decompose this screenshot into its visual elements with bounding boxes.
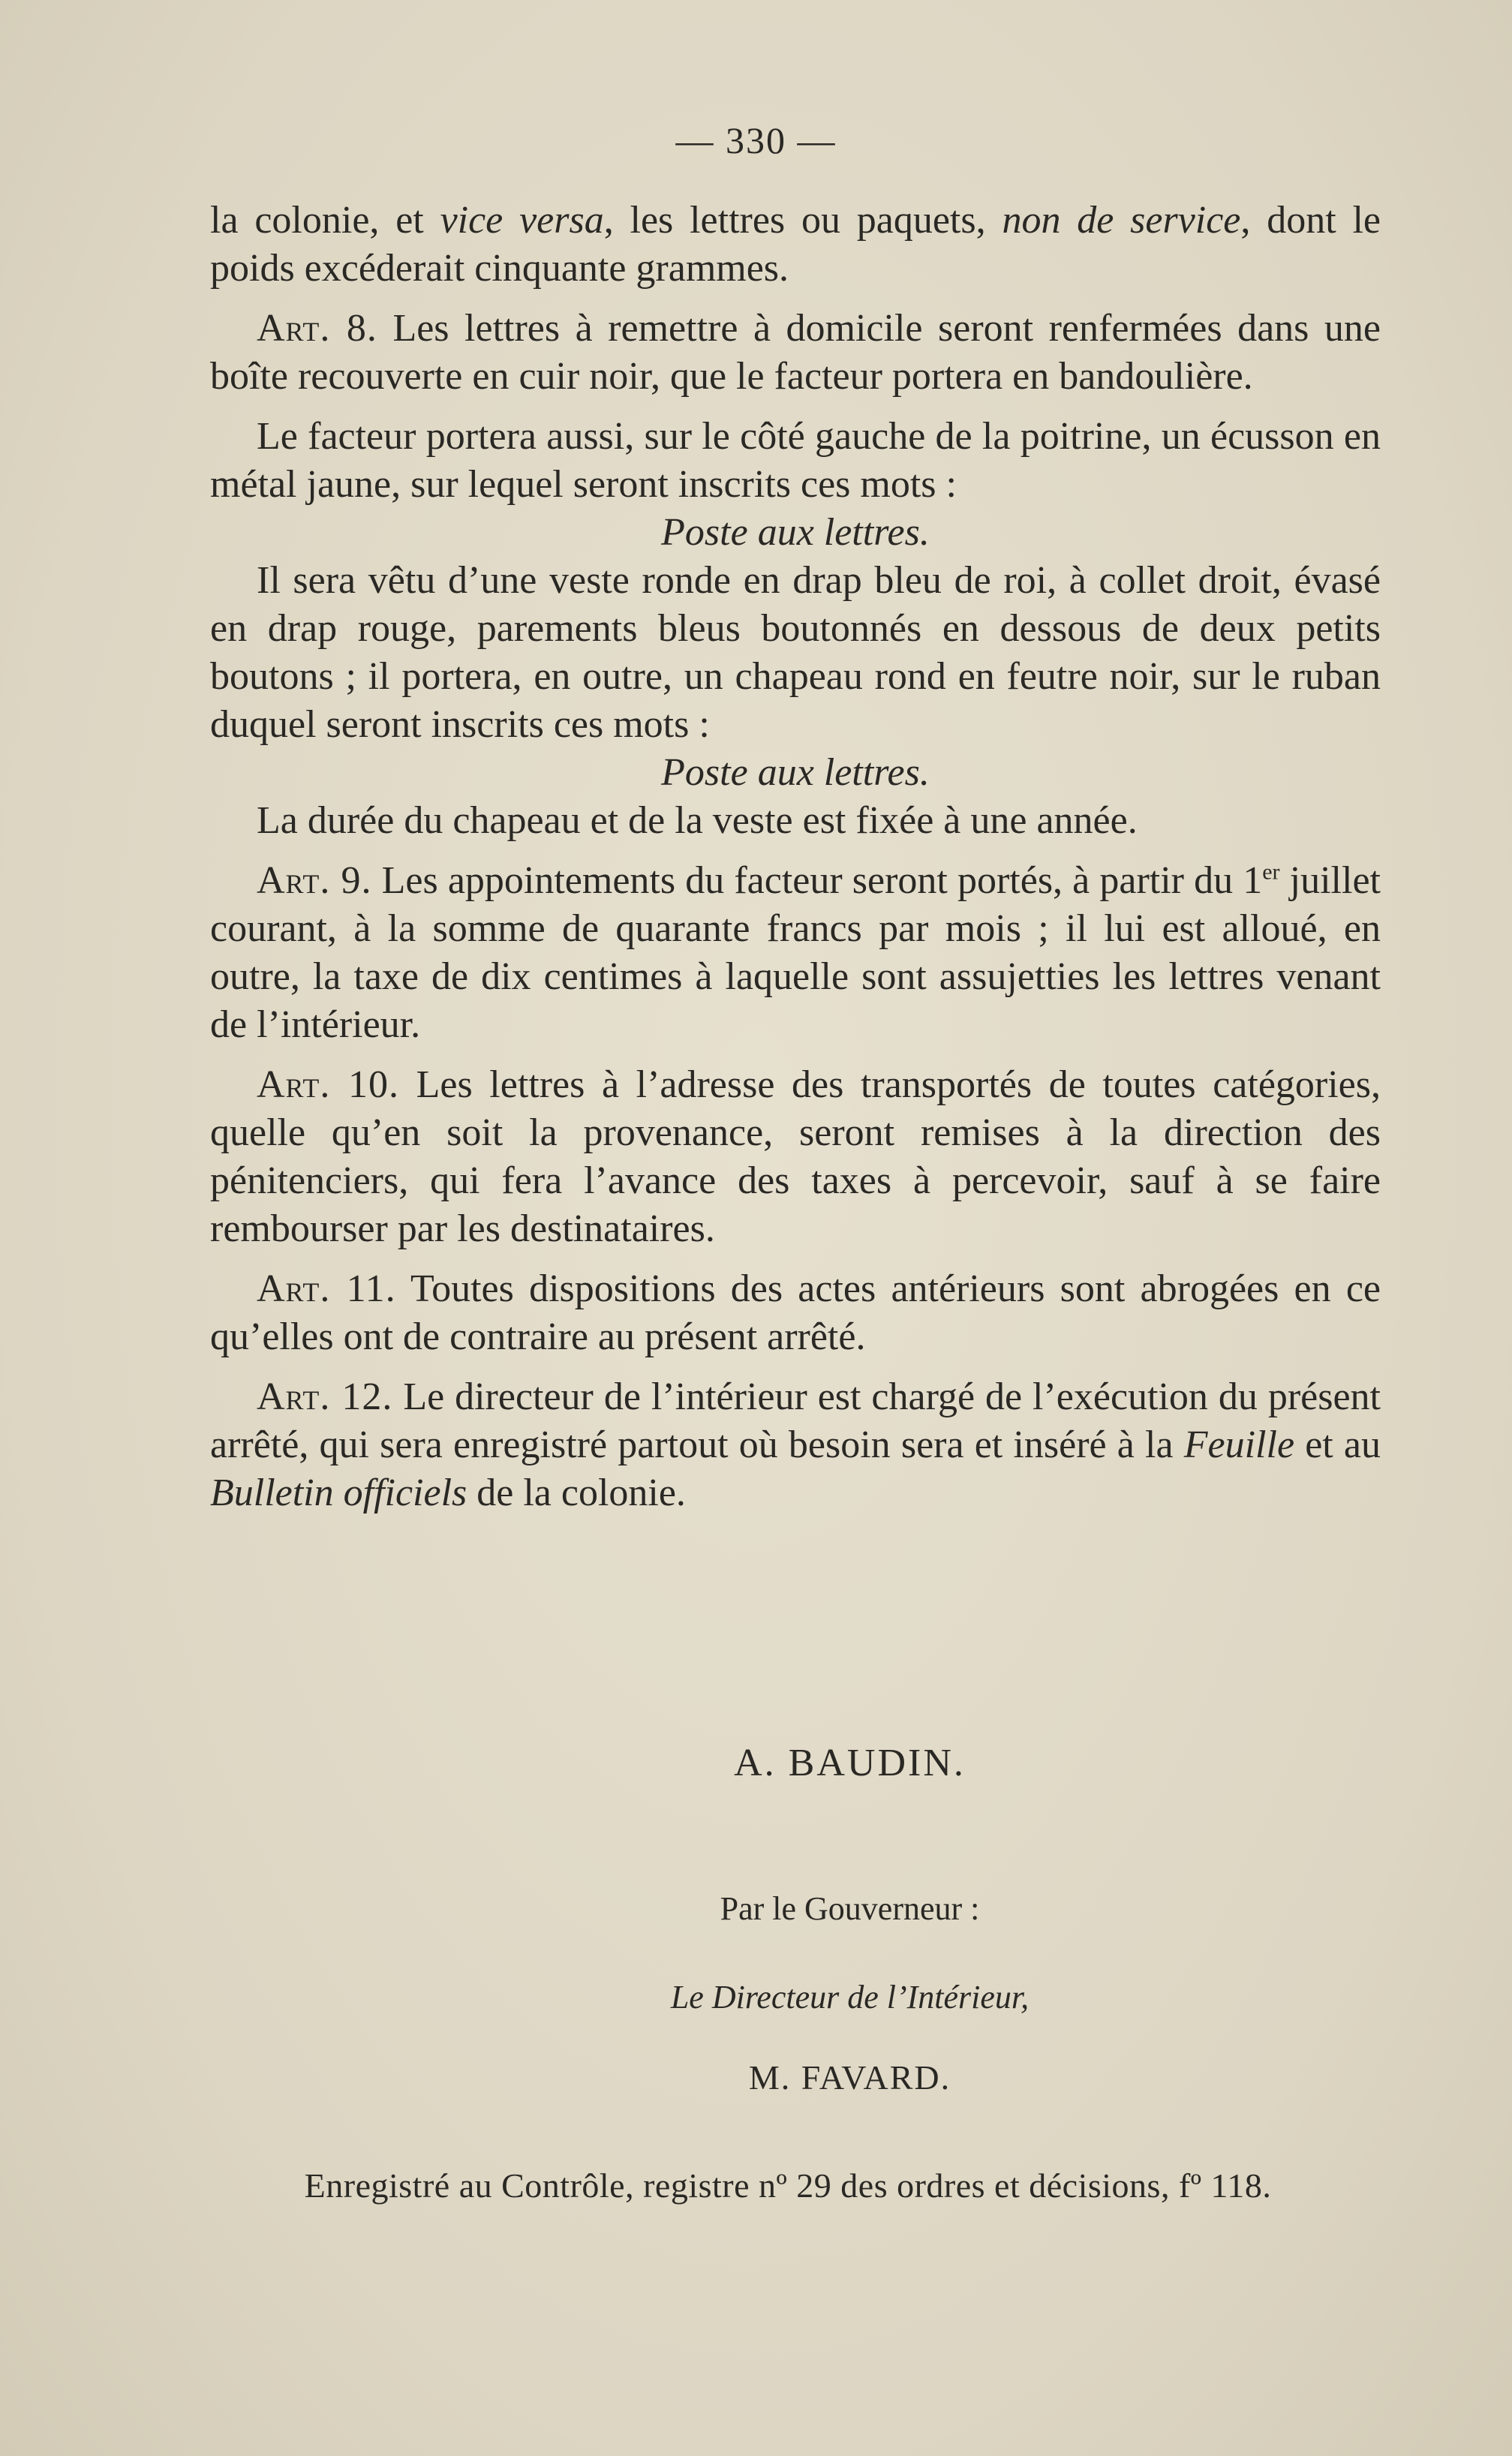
article-11-paragraph: [210, 1265, 1381, 1361]
continuation-text-1: la colonie, et: [210, 199, 440, 242]
article-9-text-2: juillet courant, à la somme de quarante francs par mois ; il lui est alloué, en outre, la taxe de dix centimes à laquelle sont assujetties les lettres venant de l’intérieur.: [210, 859, 1381, 1046]
document-body: [210, 197, 1381, 1517]
article-10-label: Art. 10.: [257, 1063, 399, 1106]
ordinal-superscript: er: [1262, 859, 1280, 885]
vice-versa-italic: vice versa: [440, 199, 604, 242]
article-12-text-2: et au: [1294, 1423, 1381, 1466]
page-number: — 330 —: [675, 119, 837, 161]
non-de-service-italic: non de service: [1002, 199, 1241, 242]
article-12-text-3: de la colonie.: [467, 1471, 686, 1514]
article-8-paragraph: [210, 305, 1381, 401]
article-8-duration-paragraph: La durée du chapeau et de la veste est fixée à une année.: [257, 799, 1138, 842]
bulletin-officiels-italic: Bulletin officiels: [210, 1471, 467, 1514]
article-11-label: Art. 11.: [257, 1267, 396, 1310]
article-10-paragraph: [210, 1061, 1381, 1253]
article-12-text-1: Le directeur de l’intérieur est chargé de l’exécution du présent arrêté, qui sera enregistré partout où besoin sera et inséré à la: [210, 1375, 1381, 1466]
par-le-gouverneur: Par le Gouverneur :: [720, 1890, 980, 1927]
article-8-ecusson-paragraph: Le facteur portera aussi, sur le côté gauche de la poitrine, un écusson en métal jaune, sur lequel seront inscrits ces mots :: [210, 415, 1381, 506]
article-12-paragraph: [210, 1373, 1381, 1517]
article-10-text: Les lettres à l’adresse des transportés de toutes catégories, quelle qu’en soit la provenance, seront remises à la direction des pénitenciers, qui fera l’avance des taxes à percevoir, sauf à se faire rembourser par les destinataires.: [210, 1063, 1381, 1250]
article-11-text: Toutes dispositions des actes antérieurs sont abrogées en ce qu’elles ont de contraire au présent arrêté.: [210, 1267, 1381, 1358]
article-8-text: Les lettres à remettre à domicile seront renfermées dans une boîte recouverte en cuir noir, que le facteur portera en bandoulière.: [210, 307, 1381, 398]
article-9-paragraph: [210, 857, 1381, 1049]
article-9-text-1: Les appointements du facteur seront portés, à partir du 1: [371, 859, 1263, 902]
article-12-label: Art. 12.: [257, 1375, 393, 1418]
feuille-italic: Feuille: [1183, 1423, 1295, 1466]
continuation-text-2: , les lettres ou paquets,: [603, 199, 1002, 242]
directeur-signature: M. FAVARD.: [748, 2058, 951, 2097]
directeur-title: Le Directeur de l’Intérieur,: [670, 1979, 1030, 2016]
article-8-uniform-paragraph: Il sera vêtu d’une veste ronde en drap bleu de roi, à collet droit, évasé en drap rouge, parements bleus boutonnés en dessous de deux petits boutons ; il portera, en outre, un chapeau rond en feutre noir, sur le ruban duquel seront inscrits ces mots :: [210, 559, 1381, 746]
continuation-paragraph: [210, 197, 1381, 293]
continuation-text-3: , dont le poids excéderait cinquante grammes.: [210, 199, 1381, 290]
motto-ecusson: Poste aux lettres.: [661, 511, 930, 554]
registration-footer: Enregistré au Contrôle, registre nº 29 des ordres et décisions, fº 118.: [304, 2166, 1272, 2205]
article-8-label: Art. 8.: [257, 307, 377, 350]
governor-signature: A. BAUDIN.: [734, 1742, 966, 1784]
article-9-label: Art. 9.: [257, 859, 372, 902]
motto-chapeau: Poste aux lettres.: [661, 751, 930, 794]
